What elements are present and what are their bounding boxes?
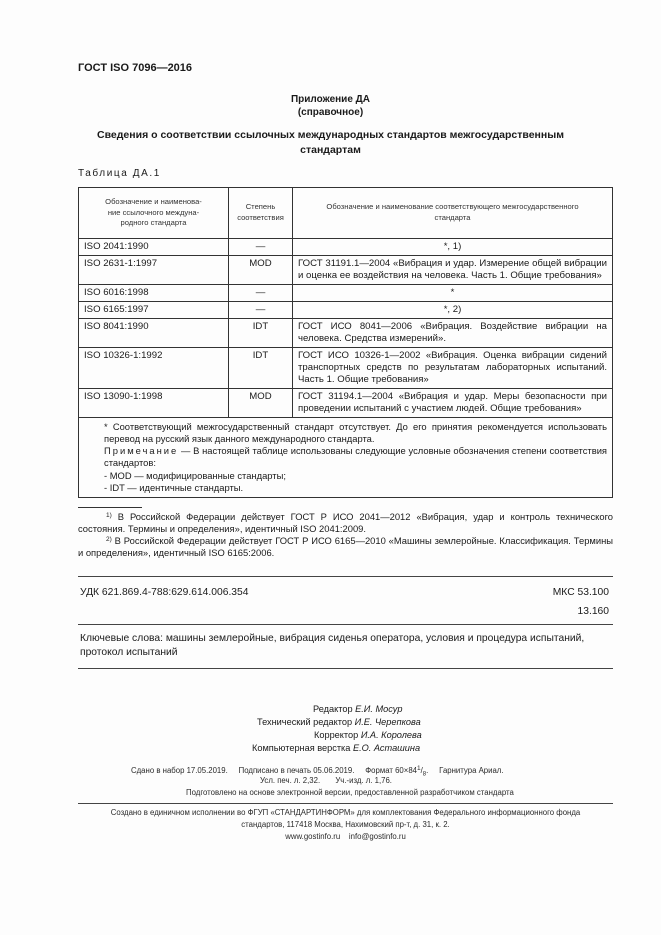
- note-text: — В настоящей таблице использованы следующие условные обозначения степени соответствия стандартов:: [104, 445, 608, 469]
- footnote-1: [78, 511, 613, 535]
- table-header-row: [79, 188, 613, 239]
- website-link[interactable]: www.gostinfo.ru: [285, 832, 341, 841]
- table-row: [79, 347, 613, 388]
- credit-layout: Компьютерная верстка Е.О. Асташина: [252, 743, 421, 753]
- cell-std: ISO 6165:1997: [79, 301, 229, 318]
- cell-std: ISO 2041:1990: [79, 238, 229, 255]
- correspondence-table: [78, 187, 613, 498]
- cell-std: ISO 10326-1:1992: [79, 347, 229, 388]
- section-title-line1: Сведения о соответствии ссылочных международных стандартов межгосударственным: [97, 129, 564, 141]
- prepared-note: Подготовлено на основе электронной версии, предоставленной разработчиком стандарта: [186, 788, 514, 797]
- credit-editor: Редактор Е.И. Мосур: [313, 704, 403, 714]
- print-date: Подписано в печать 05.06.2019.: [238, 766, 355, 775]
- table-row: [79, 255, 613, 284]
- credit-corrector: Корректор И.А. Королева: [314, 730, 422, 740]
- header-degree: Степень соответствия: [229, 188, 293, 239]
- section-title-line2: стандартам: [300, 144, 361, 156]
- note-idt: - IDT — идентичные стандарты.: [104, 481, 244, 493]
- footnote-text: В Российской Федерации действует ГОСТ Р ИСО 6165—2010 «Машины землеройные. Классификация. Термины и определения», идентичный ISO 6165:2006.: [78, 535, 614, 558]
- print-sheets: Усл. печ. л. 2,32.: [260, 776, 321, 785]
- table-row: [79, 388, 613, 417]
- divider: [78, 803, 613, 804]
- cell-gost: ГОСТ 31194.1—2004 «Вибрация и удар. Меры безопасности при проведении испытаний с участием людей. Общие требования»: [293, 388, 613, 417]
- divider: [78, 576, 613, 577]
- note-mod: - MOD — модифицированные стандарты;: [104, 469, 286, 481]
- cell-degree: —: [229, 301, 293, 318]
- cell-degree: MOD: [229, 255, 293, 284]
- udk-code: УДК 621.869.4-788:629.614.006.354: [80, 587, 249, 598]
- set-date: Сдано в набор 17.05.2019.: [131, 766, 228, 775]
- note-paragraph: [84, 445, 607, 470]
- footnote-mark: 1): [106, 512, 112, 519]
- credits: [230, 703, 480, 755]
- table-row: [79, 284, 613, 301]
- header-interstate-standard: Обозначение и наименование соответствующего межгосударственного стандарта: [293, 188, 613, 239]
- table-row: [79, 318, 613, 347]
- table-row: [79, 238, 613, 255]
- cell-gost: ГОСТ ИСО 10326-1—2002 «Вибрация. Оценка вибрации сидений транспортных средств по результатам лабораторных испытаний. Часть 1. Общие требования»: [293, 347, 613, 388]
- cell-gost: ГОСТ ИСО 8041—2006 «Вибрация. Воздействие вибрации на человека. Средства измерений».: [293, 318, 613, 347]
- producer-line-2: стандартов, 117418 Москва, Нахимовский пр-т, д. 31, к. 2.: [241, 820, 450, 829]
- footnote-2: [78, 535, 613, 559]
- section-title: [60, 128, 601, 158]
- table-notes: [79, 417, 613, 498]
- cell-std: ISO 13090-1:1998: [79, 388, 229, 417]
- producer-line-1: Создано в единичном исполнении во ФГУП «СТАНДАРТИНФОРМ» для комплектования Федерального информационного фонда: [110, 808, 581, 817]
- document-id: ГОСТ ISO 7096—2016: [78, 62, 193, 74]
- note-label: Примечание: [104, 445, 179, 457]
- cell-degree: IDT: [229, 347, 293, 388]
- cell-degree: —: [229, 284, 293, 301]
- cell-gost: *, 2): [293, 301, 613, 318]
- publishing-line-2: [260, 775, 392, 786]
- appendix-subtitle: (справочное): [297, 107, 364, 118]
- cell-gost: *, 1): [293, 238, 613, 255]
- footnote-mark: 2): [106, 536, 112, 543]
- keywords: Ключевые слова: машины землеройные, вибрация сиденья оператора, условия и процедура испытаний, протокол испытаний: [80, 633, 585, 658]
- cell-gost: ГОСТ 31191.1—2004 «Вибрация и удар. Измерение общей вибрации и оценка ее воздействия на человека. Часть 1. Общие требования»: [293, 255, 613, 284]
- mks-code-1: МКС 53.100: [552, 587, 609, 598]
- divider: [78, 624, 613, 625]
- credit-tech-editor: Технический редактор И.Е. Черепкова: [257, 717, 421, 727]
- pub-sheets: Уч.-изд. л. 1,76.: [335, 776, 392, 785]
- cell-std: ISO 8041:1990: [79, 318, 229, 347]
- mks-code-2: 13.160: [577, 606, 609, 617]
- footnote-separator: [78, 507, 142, 508]
- producer-block: [78, 807, 613, 843]
- producer-contacts: [78, 831, 613, 843]
- note-star: * Соответствующий межгосударственный стандарт отсутствует. До его принятия рекомендуется использовать перевод на русский язык данного международного стандарта.: [104, 420, 607, 444]
- email-link[interactable]: info@gostinfo.ru: [348, 832, 406, 841]
- cell-degree: MOD: [229, 388, 293, 417]
- cell-gost: *: [293, 284, 613, 301]
- cell-degree: IDT: [229, 318, 293, 347]
- appendix-title: Приложение ДА: [290, 94, 371, 105]
- footnote-text: В Российской Федерации действует ГОСТ Р ИСО 2041—2012 «Вибрация, удар и контроль технического состояния. Термины и определения», идентичный ISO 2041:2009.: [78, 511, 613, 534]
- divider: [78, 668, 613, 669]
- cell-std: ISO 6016:1998: [79, 284, 229, 301]
- cell-std: ISO 2631-1:1997: [79, 255, 229, 284]
- typeface: Гарнитура Ариал.: [439, 766, 504, 775]
- header-intl-standard: Обозначение и наименова- ние ссылочного междуна- родного стандарта: [79, 188, 229, 239]
- appendix-heading: [60, 93, 601, 119]
- format: Формат $60\times 84^1/_8$.: [365, 765, 429, 778]
- table-row: [79, 301, 613, 318]
- table-notes-row: [79, 417, 613, 498]
- table-caption: Таблица ДА.1: [78, 168, 161, 179]
- cell-degree: —: [229, 238, 293, 255]
